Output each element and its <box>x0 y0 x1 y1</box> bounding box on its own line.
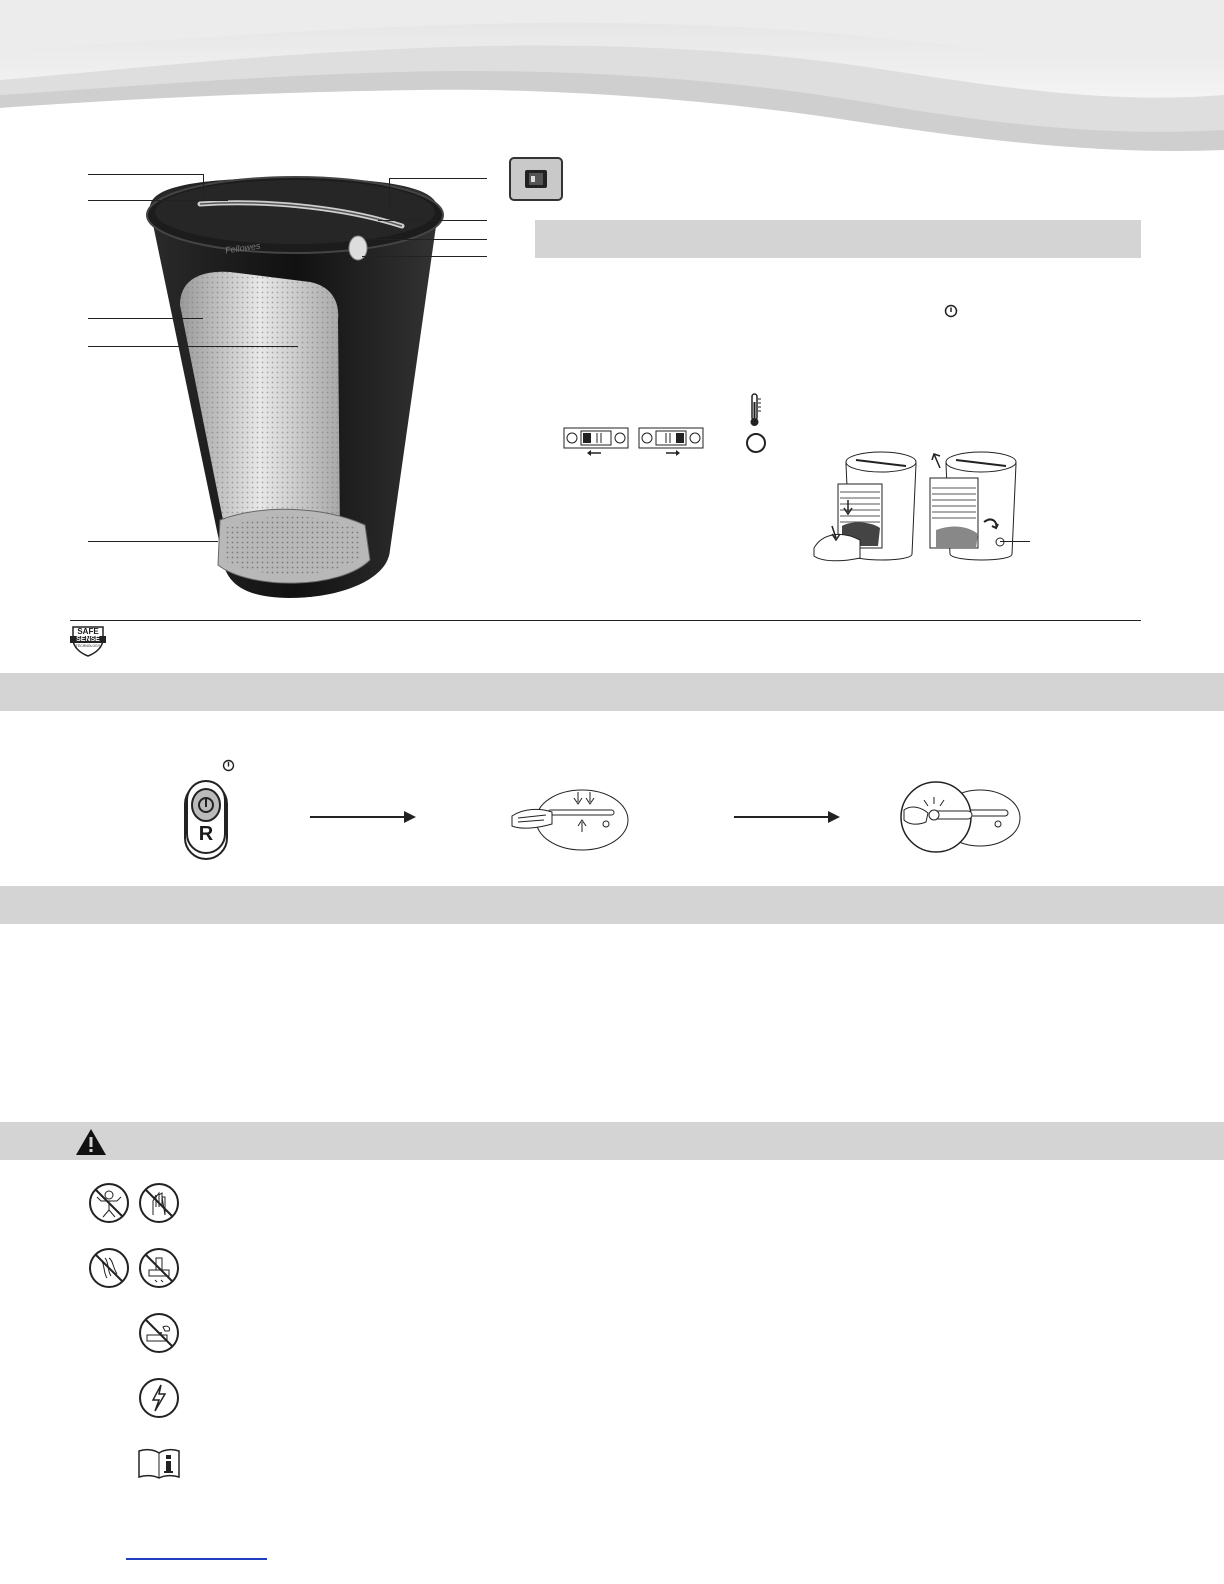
rocker-switch-icon <box>509 157 563 201</box>
section-band-1 <box>0 673 1224 711</box>
sensor-clean-diagram <box>898 780 1022 854</box>
callout-line-8 <box>372 239 487 240</box>
no-hands-icon <box>139 1183 179 1223</box>
safe-sense-logo <box>70 625 106 657</box>
power-symbol-icon <box>944 304 958 318</box>
step-arrow-1 <box>310 816 406 818</box>
step-arrow-2 <box>734 816 830 818</box>
no-hair-icon <box>89 1248 129 1288</box>
electric-shock-icon <box>139 1378 179 1418</box>
callout-line-7 <box>378 220 487 221</box>
shredder-illustration <box>140 160 450 605</box>
switch-position-reverse <box>563 427 629 457</box>
callout-line-6-drop <box>389 178 390 208</box>
header-wave <box>0 0 1224 160</box>
footer-link-underline[interactable] <box>126 1558 267 1560</box>
step-arrow-1-head <box>404 811 416 823</box>
power-reset-button <box>183 779 229 861</box>
section-band-warnings <box>0 1122 1224 1160</box>
section-band-2 <box>0 886 1224 924</box>
callout-line-1 <box>88 174 203 175</box>
read-manual-icon <box>137 1447 181 1479</box>
bin-emptying-diagram <box>812 448 1034 570</box>
callout-line-6 <box>389 178 487 179</box>
callout-line-1-drop <box>203 174 204 196</box>
safe-sense-line3: TECHNOLOGY <box>75 644 101 648</box>
safe-sense-line2: SENSE <box>70 636 106 643</box>
no-children-icon <box>89 1183 129 1223</box>
step-arrow-2-head <box>828 811 840 823</box>
safe-sense-line1: SAFE <box>77 627 99 636</box>
callout-line-5 <box>88 541 218 542</box>
section-heading-bar <box>535 220 1141 258</box>
bin-callout-line <box>1000 541 1030 542</box>
no-liquids-icon <box>139 1313 179 1353</box>
section-divider <box>70 620 1141 621</box>
warning-triangle-icon <box>74 1127 108 1157</box>
callout-line-3 <box>88 318 203 319</box>
callout-line-4 <box>88 346 298 347</box>
switch-position-forward <box>638 427 704 457</box>
brand-mark: Fellowes <box>224 240 262 256</box>
paper-clear-diagram <box>510 782 630 854</box>
callout-line-9 <box>362 256 487 257</box>
no-aerosol-icon <box>139 1248 179 1288</box>
status-ring-icon <box>746 433 766 453</box>
power-symbol-small-icon <box>222 759 235 772</box>
callout-line-2 <box>88 200 228 201</box>
thermometer-icon <box>746 392 764 428</box>
reset-letter: R <box>198 823 214 845</box>
